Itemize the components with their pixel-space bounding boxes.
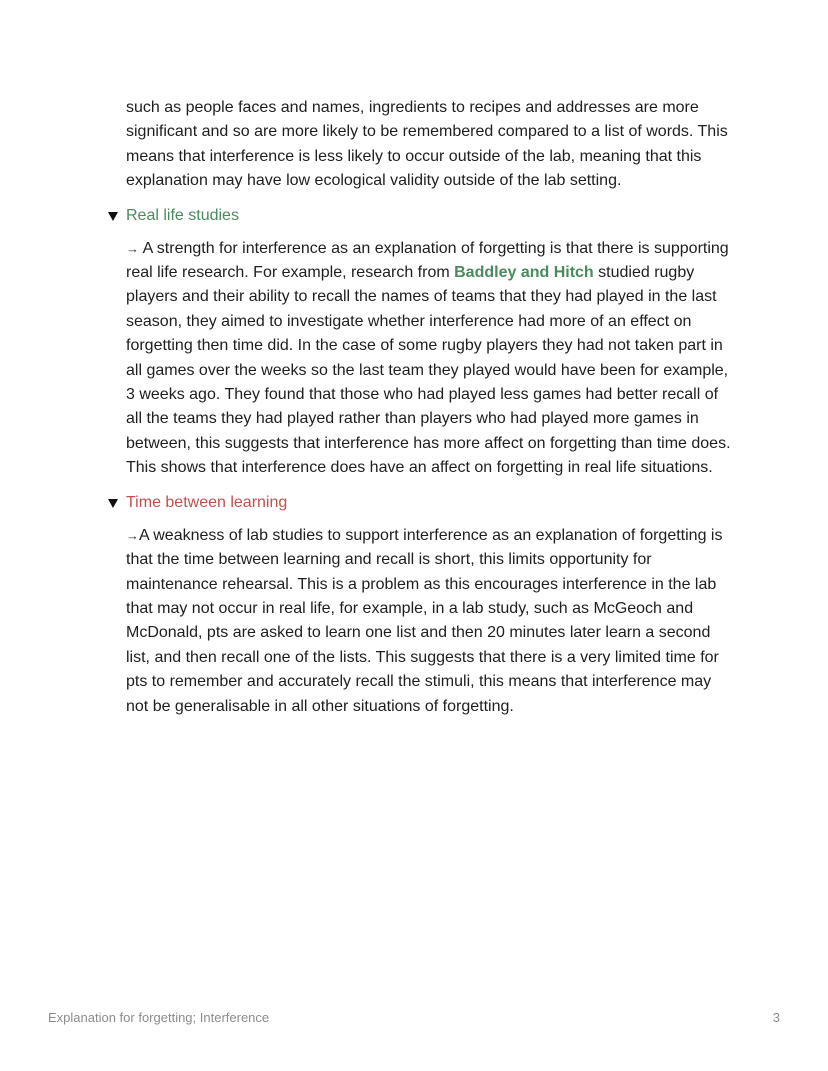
toggle-real-life-studies[interactable] bbox=[108, 204, 828, 228]
toggle-time-between-learning[interactable] bbox=[108, 491, 828, 515]
highlight-baddley-and-hitch: Baddley and Hitch bbox=[454, 264, 594, 282]
disclosure-triangle-icon[interactable] bbox=[108, 499, 118, 508]
time-between-learning-paragraph bbox=[126, 524, 732, 719]
page-footer bbox=[48, 1010, 780, 1025]
paragraph-text: A weakness of lab studies to support interference as an explanation of forgetting is that the time between learning and recall is short, this limits opportunity for maintenance rehearsal. This is a problem as this encourages interference in the lab that may not occur in real life, for example, in a lab study, such as McGeoch and McDonald, pts are asked to learn one list and then 20 minutes later learn a second list, and then recall one of the lists. This suggests that there is a very limited time for pts to remember and accurately recall the stimuli, this means that interference may not be generalisable in all other situations of forgetting. bbox=[126, 526, 723, 715]
paragraph-text-end: studied rugby players and their ability to recall the names of teams that they had played in the last season, they aimed to investigate whether interference had more of an effect on forgetting then time did. In the case of some rugby players they had not taken part in all games over the weeks so the last team they played would have been for example, 3 weeks ago. They found that those who had played less games had better recall of all the teams they had played rather than players who had played more games in between, this suggests that interference has more affect on forgetting than time does. This shows that interference does have an affect on forgetting in real life situations. bbox=[126, 264, 731, 477]
intro-paragraph: such as people faces and names, ingredients to recipes and addresses are more significant and so are more likely to be remembered compared to a list of words. This means that interference is less likely to occur outside of the lab, meaning that this explanation may have low ecological validity outside of the lab setting. bbox=[126, 99, 728, 190]
footer-title: Explanation for forgetting; Interference bbox=[48, 1010, 270, 1025]
arrow-icon: → bbox=[126, 240, 139, 256]
real-life-studies-paragraph bbox=[126, 237, 732, 481]
arrow-icon: → bbox=[126, 527, 139, 543]
page-number: 3 bbox=[772, 1010, 780, 1025]
disclosure-triangle-icon[interactable] bbox=[108, 212, 118, 221]
section-heading-time-between-learning: Time between learning bbox=[126, 493, 288, 511]
paragraph-text-start: A strength for interference as an explanation of forgetting is that there is supporting real life research. For example, research from bbox=[126, 239, 729, 282]
page-content bbox=[0, 96, 828, 719]
section-heading-real-life-studies: Real life studies bbox=[126, 206, 239, 224]
